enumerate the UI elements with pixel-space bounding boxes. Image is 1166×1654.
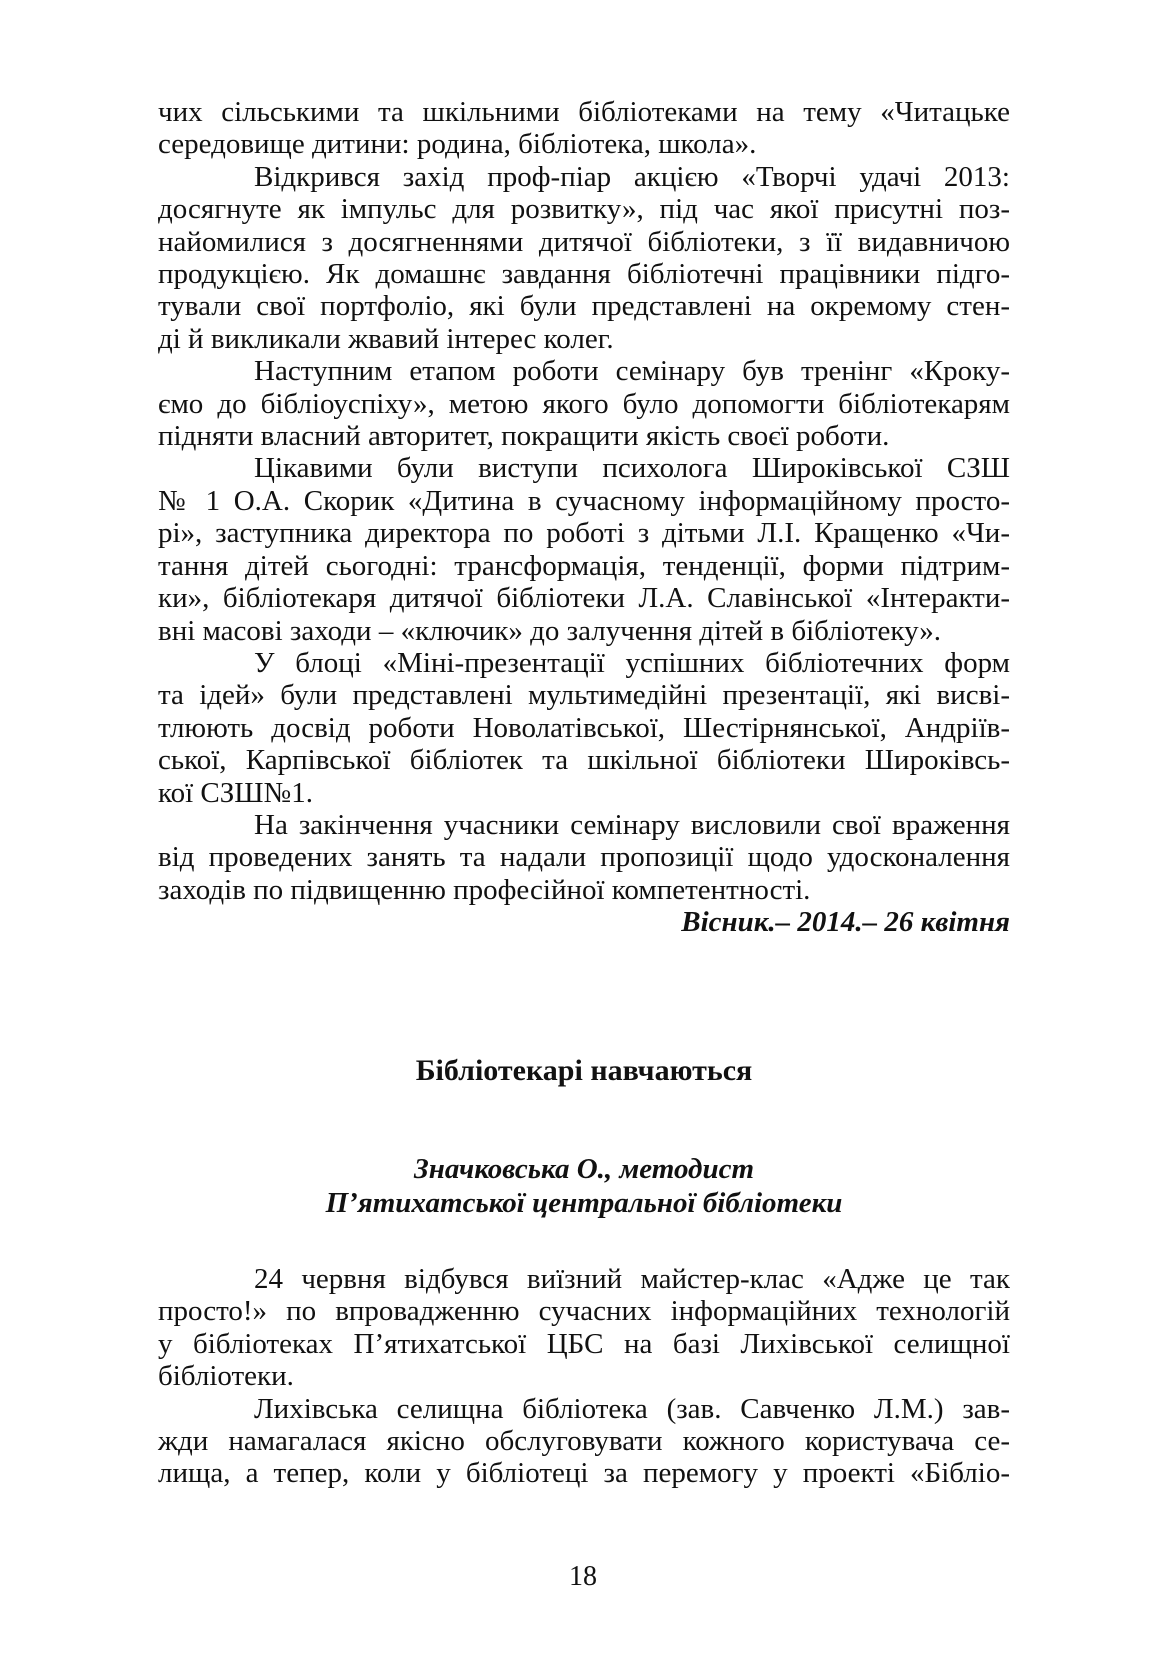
source-citation: Вісник.– 2014.– 26 квітня (681, 906, 1010, 939)
page-number: 18 (569, 1561, 597, 1592)
text-line: Наступним етапом роботи семінару був тренінг «Кроку- (254, 355, 1010, 388)
text-line: тлюють досвід роботи Новолатівської, Шестірнянської, Андріїв- (158, 711, 1010, 744)
text-line: ської, Карпівської бібліотек та шкільної бібліотеки Широківсь- (158, 744, 1010, 777)
text-line: 24 червня відбувся виїзний майстер-клас «Адже це так (254, 1263, 1010, 1295)
article-body (158, 1263, 1010, 1490)
text-line: тання дітей сьогодні: трансформація, тенденції, форми підтрим- (158, 549, 1010, 582)
text-line: Лихівська селищна бібліотека (зав. Савченко Л.М.) зав- (254, 1392, 1010, 1425)
article-byline (158, 1152, 1010, 1220)
continued-article-text (158, 96, 1010, 939)
text-line: та ідей» були представлені мультимедійні презентації, які висві- (158, 679, 1010, 712)
text-line: вні масові заходи – «ключик» до залучення дітей в бібліотеку». (158, 614, 942, 647)
text-line: підняти власний авторитет, покращити якість своєї роботи. (158, 420, 890, 453)
text-line: заходів по підвищенню професійної компетентності. (158, 873, 811, 906)
page-content (158, 96, 1010, 939)
article-title: Бібліотекарі навчаються (415, 1054, 753, 1087)
text-line: рі», заступника директора по роботі з дітьми Л.І. Кращенко «Чи- (158, 517, 1010, 550)
author-name: Значковська О., методист (414, 1153, 754, 1185)
text-line: На закінчення учасники семінару висловили свої враження (254, 808, 1010, 841)
text-line: № 1 О.А. Скорик «Дитина в сучасному інформаційному просто- (158, 484, 1010, 517)
text-line: Відкрився захід проф-піар акцією «Творчі удачі 2013: (254, 160, 1010, 193)
text-line: від проведених занять та надали пропозиції щодо удосконалення (158, 841, 1010, 874)
text-line: чих сільськими та шкільними бібліотеками на тему «Читацьке (158, 96, 1010, 128)
text-line: найомилися з досягненнями дитячої бібліотеки, з її видавничою (158, 225, 1010, 258)
author-affiliation: П’ятихатської центральної бібліотеки (325, 1187, 843, 1219)
text-line: лища, а тепер, коли у бібліотеці за перемогу у проекті «Бібліо- (158, 1457, 1010, 1490)
text-line: У блоці «Міні-презентації успішних бібліотечних форм (254, 646, 1010, 679)
text-line: середовище дитини: родина, бібліотека, школа». (158, 128, 757, 161)
text-line: кої СЗШ№1. (158, 776, 313, 809)
text-line: ді й викликали жвавий інтерес колег. (158, 322, 614, 355)
text-line: Цікавими були виступи психолога Широківської СЗШ (254, 452, 1010, 485)
text-line: просто!» по впровадженню сучасних інформаційних технологій (158, 1295, 1010, 1328)
text-line: ки», бібліотекаря дитячої бібліотеки Л.А. Славінської «Інтеракти- (158, 582, 1010, 615)
text-line: жди намагалася якісно обслуговувати кожного користувача се- (158, 1425, 1010, 1458)
text-line: тували свої портфоліо, які були представлені на окремому стен- (158, 290, 1010, 323)
text-line: у бібліотеках П’ятихатської ЦБС на базі Лихівської селищної (158, 1327, 1010, 1360)
text-line: досягнуте як імпульс для розвитку», під час якої присутні поз- (158, 193, 1010, 226)
text-line: ємо до бібліоуспіху», метою якого було допомогти бібліотекарям (158, 387, 1010, 420)
text-line: бібліотеки. (158, 1360, 294, 1393)
text-line: продукцією. Як домашнє завдання бібліотечні працівники підго- (158, 258, 1010, 291)
